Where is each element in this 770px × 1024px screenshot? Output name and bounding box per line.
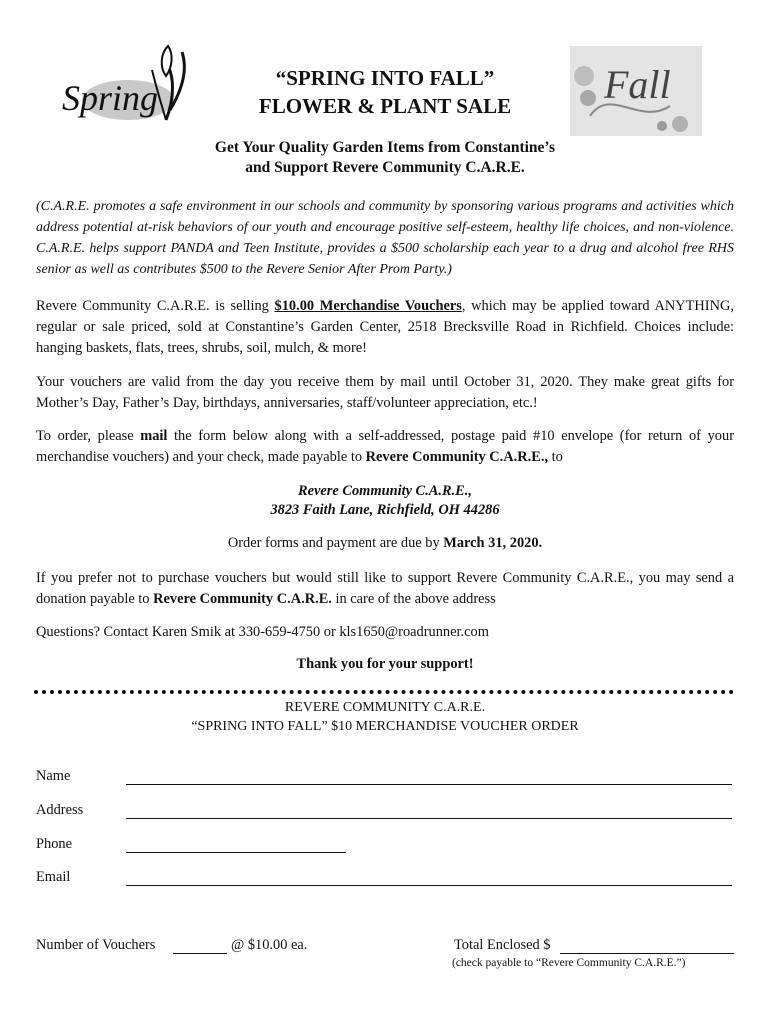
order-form-heading [36, 698, 734, 736]
vouchers-label: Number of Vouchers [36, 937, 156, 953]
email-field[interactable] [126, 885, 732, 886]
mail-word: mail [140, 428, 168, 444]
form-heading-2: “SPRING INTO FALL” $10 MERCHANDISE VOUCHER ORDER [191, 719, 579, 734]
address-label: Address [36, 802, 84, 818]
address-line-2: 3823 Faith Lane, Richfield, OH 44286 [270, 502, 500, 518]
vouchers-count-field[interactable] [173, 953, 227, 954]
order-text-middle: the form below along with a self-addressed, postage paid #10 envelope (for return of your merchandise vouchers) and your check, made payable to [36, 428, 734, 465]
page-title [200, 64, 570, 120]
order-payee: Revere Community C.A.R.E., [365, 449, 549, 465]
name-field[interactable] [126, 784, 732, 785]
order-paragraph [36, 426, 734, 468]
address-field[interactable] [126, 818, 732, 819]
subtitle-line-2: and Support Revere Community C.A.R.E. [245, 159, 525, 176]
fall-logo [570, 46, 702, 136]
subtitle [100, 138, 670, 178]
total-enclosed-field[interactable] [560, 953, 734, 954]
phone-field[interactable] [126, 852, 346, 853]
donation-text-start: If you prefer not to purchase vouchers but would still like to support Revere Community C.A.R.E., you may send a donation payable to [36, 570, 734, 607]
spring-logo-text: Spring [62, 78, 159, 118]
title-line-2: FLOWER & PLANT SALE [258, 94, 512, 118]
due-text: Order forms and payment are due by [227, 535, 444, 551]
order-text-start: To order, please [36, 428, 141, 444]
voucher-paragraph [36, 296, 734, 359]
mailing-address [36, 482, 734, 520]
due-date: March 31, 2020. [443, 535, 543, 551]
subtitle-line-1: Get Your Quality Garden Items from Constantine’s [214, 139, 556, 156]
intro-paragraph: (C.A.R.E. promotes a safe environment in our schools and community by sponsoring various programs and activities which address potential at-risk behaviors of our youth and encourage positive self-esteem, healthy life choices, and non-violence. C.A.R.E. helps support PANDA and Teen Institute, provides a $500 scholarship each year to a drug and alcohol free RHS senior as well as contributes $500 to the Revere Senior After Prom Party.) [36, 199, 734, 277]
voucher-text-end: , which may be applied toward ANYTHING, regular or sale priced, sold at Constantine’s Garden Center, 2518 Brecksville Road in Richfield. Choices include: hanging baskets, flats, trees, shrubs, soil, mulch, & more! [36, 298, 734, 356]
donation-paragraph [36, 568, 734, 610]
phone-label: Phone [36, 836, 72, 852]
thanks-line: Thank you for your support! [296, 656, 474, 672]
validity-paragraph: Your vouchers are valid from the day you receive them by mail until October 31, 2020. They make great gifts for Mother’s Day, Father’s Day, birthdays, anniversaries, staff/volunteer appreciation, etc.! [36, 374, 734, 411]
fall-logo-text: Fall [604, 62, 671, 107]
address-line-1: Revere Community C.A.R.E., [298, 483, 472, 499]
form-heading-1: REVERE COMMUNITY C.A.R.E. [284, 700, 486, 715]
donation-text-end: in care of the above address [331, 591, 496, 607]
check-payable-note: (check payable to “Revere Community C.A.R.E.”) [452, 957, 686, 969]
questions-line: Questions? Contact Karen Smik at 330-659-4750 or kls1650@roadrunner.com [36, 624, 489, 640]
order-text-end: to [548, 449, 563, 465]
cut-line-divider [34, 690, 734, 694]
price-each-text: @ $10.00 ea. [231, 937, 308, 953]
name-label: Name [36, 768, 71, 784]
spring-logo [56, 40, 216, 136]
email-label: Email [36, 869, 71, 885]
donation-payee: Revere Community C.A.R.E. [153, 591, 332, 607]
total-enclosed-label: Total Enclosed $ [454, 937, 551, 953]
due-date-line [36, 535, 734, 552]
voucher-text-start: Revere Community C.A.R.E. is selling [36, 298, 275, 314]
title-line-1: “SPRING INTO FALL” [275, 66, 495, 90]
voucher-price-highlight: $10.00 Merchandise Vouchers [274, 298, 462, 314]
